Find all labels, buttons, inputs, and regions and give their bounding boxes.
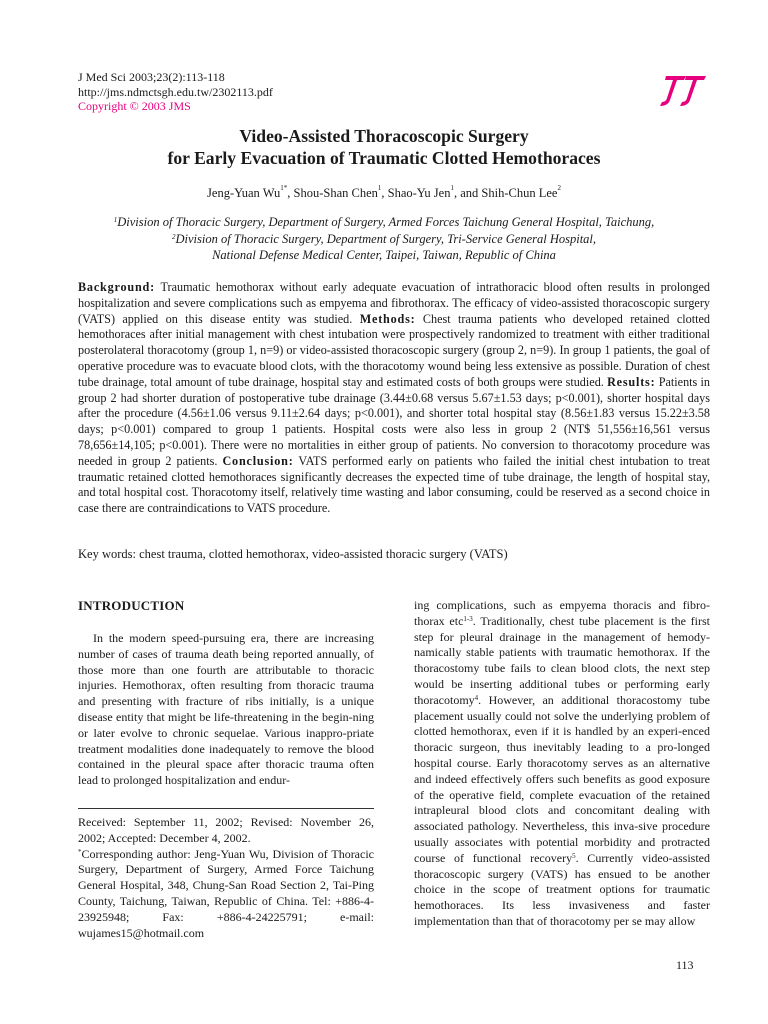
introduction-paragraph: In the modern speed-pursuing era, there are increasing number of cases of trauma death being reported annually, of those more than one fourth are attributable to thoracic injuries. Hemothorax, often resulting from thoracic trauma and presenting with fracture of ribs initially, is a unique disease entity that might be life-threatening in the begin-ning or later evolve to chronic sequelae. Various inappro-priate treatment modalities done inadequately to remove the blood contained in the pleural space after thoracic trauma often lead to prolonged hospitalization and endur- xyxy=(78,631,374,788)
author-list xyxy=(0,186,768,201)
received-dates: Received: September 11, 2002; Revised: November 26, 2002; Accepted: December 4, 2002. xyxy=(78,815,374,845)
footnote-divider xyxy=(78,808,374,809)
page-number: 113 xyxy=(676,958,694,972)
author-name: Jeng-Yuan Wu xyxy=(207,186,281,200)
footnote-mark: * xyxy=(78,847,82,856)
author-mark: 1 xyxy=(377,184,382,192)
footnote xyxy=(78,815,374,941)
title-line-2: for Early Evacuation of Traumatic Clotted Hemothoraces xyxy=(167,148,601,168)
conclusion-label: Conclusion: xyxy=(222,453,294,468)
article-url[interactable]: http://jms.ndmctsgh.edu.tw/2302113.pdf xyxy=(78,84,273,99)
journal-header xyxy=(78,70,273,114)
citation: J Med Sci 2003;23(2):113-118 xyxy=(78,70,225,84)
author-separator: , xyxy=(381,186,388,200)
background-label: Background: xyxy=(78,280,155,294)
methods-label: Methods: xyxy=(359,311,416,326)
methods-text: Chest trauma patients who developed retained clotted hemothoraces after initial management with chest intubation were prospectively randomized to treatment with either traditional posterolateral thoracotomy (group 1, n=9) or video-assisted thoracoscopic surgery (group 2, n=9). In group 1 patients, the goal of operative procedure was to evacuate blood clots, with the thoracotomy wound being less extensive as possible. Duration of chest tube drainage, total amount of tube drainage, hospital stay and estimated costs of both groups were studied. xyxy=(78,311,710,389)
author-name: Shih-Chun Lee xyxy=(481,186,558,200)
affiliations xyxy=(0,214,768,264)
affiliation-mark: 2 xyxy=(171,232,176,241)
background-text: Traumatic hemothorax without early adequate evacuation of intrathoracic blood often results in prolonged hospitalization and severe complications such as empyema and fibrothorax. The efficacy of video-assisted thoracoscopic surgery (VATS) applied on this disease entity was studied. xyxy=(78,280,710,326)
abstract xyxy=(78,280,710,517)
introduction-heading: INTRODUCTION xyxy=(78,598,185,613)
author-name: Shao-Yu Jen xyxy=(387,186,451,200)
copyright: Copyright © 2003 JMS xyxy=(78,99,191,113)
author-separator: , and xyxy=(453,186,482,200)
affiliation-line: National Defense Medical Center, Taipei, Taiwan, Republic of China xyxy=(212,248,556,262)
corresponding-author: *Corresponding author: Jeng-Yuan Wu, Division of Thoracic Surgery, Department of Surgery, Armed Force Taichung General Hospital, 348, Chung-San Road Section 2, Tai-Ping County, Taichung, Taiwan, Republic of China. Tel: +886-4-23925948; Fax: +886-4-24225791; e-mail: wujames15@hotmail.com xyxy=(78,846,374,940)
article-title xyxy=(0,125,768,169)
reference-mark: 4 xyxy=(474,693,479,702)
results-label: Results: xyxy=(607,374,656,389)
author-name: Shou-Shan Chen xyxy=(293,186,378,200)
reference-mark: 1-3 xyxy=(463,614,473,623)
right-column-text: ing complications, such as empyema thoracis and fibro-thorax etc$^{1-3}$. Traditionally, chest tube placement is the first step for pleural drainage in the management of hemody-namically stable patients with traumatic hemothorax. If the thoracostomy tube fails to clean blood clots, the next step would be inserting additional tubes or performing early thoracotomy$^4$. However, an additional thoracostomy tube placement usually could not solve the underlying problem of clotted hemothorax, even if it is handled by an experi-enced thoracic surgeon, thus inevitably leading to a pro-longed hospital course. Early thoracotomy serves as an alternative and indeed effectively offers such benefits as good exposure of the operative field, complete evacuation of the retained intrapleural blood clots and concomitant dealing with associated pathology. Nevertheless, this inva-sive procedure usually associates with potential morbidity and protracted course of functional recovery$^5$. Currently video-assisted thoracoscopic surgery (VATS) has ensued to be another choice in the scope of treatment options for traumatic hemothoraces. Its less invasiveness and faster implementation than that of thoracotomy per se may allow xyxy=(414,598,711,928)
author-mark: 2 xyxy=(557,184,561,192)
author-mark: 1* xyxy=(280,184,288,192)
results-text: Patients in group 2 had shorter duration of postoperative tube drainage (3.44±0.68 versus 5.67±1.53 days; p<0.001), shorter hospital days after the procedure (4.56±1.06 versus 9.11±2.64 days; p<0.001), and shorter total hospital stay (8.56±1.83 versus 15.22±3.58 days; p<0.001) compared to group 1 patients. Hospital costs were also less in group 2 (NT$ 51,556±16,561 versus 78,656±14,105; p<0.001). There were no mortalities in either group of patients. No conversion to thoracotomy procedure was needed in group 2 patients. xyxy=(78,374,711,468)
affiliation-line: $^1$Division of Thoracic Surgery, Department of Surgery, Armed Forces Taichung General Hospital, Taichung, xyxy=(113,215,655,229)
affiliation-mark: 1 xyxy=(113,216,118,224)
affiliation-line: $^2$Division of Thoracic Surgery, Department of Surgery, Tri-Service General Hospital, xyxy=(171,231,597,246)
journal-logo-icon xyxy=(656,70,712,110)
conclusion-text: VATS performed early on patients who failed the initial chest intubation to treat traumatic retained clotted hemothoraces significantly decreases the expected time of tube drainage, the length of hospital stay, and total hospital cost. Thoracotomy itself, relatively time wasting and labor consuming, could be reserved as a second choice in case there are contraindications to VATS procedure. xyxy=(78,453,711,516)
title-line-1: Video-Assisted Thoracoscopic Surgery xyxy=(239,126,529,146)
reference-mark: 5 xyxy=(572,851,576,860)
author-mark: 1 xyxy=(450,184,454,192)
keywords: Key words: chest trauma, clotted hemothorax, video-assisted thoracic surgery (VATS) xyxy=(78,547,508,561)
author-separator: , xyxy=(287,186,294,200)
